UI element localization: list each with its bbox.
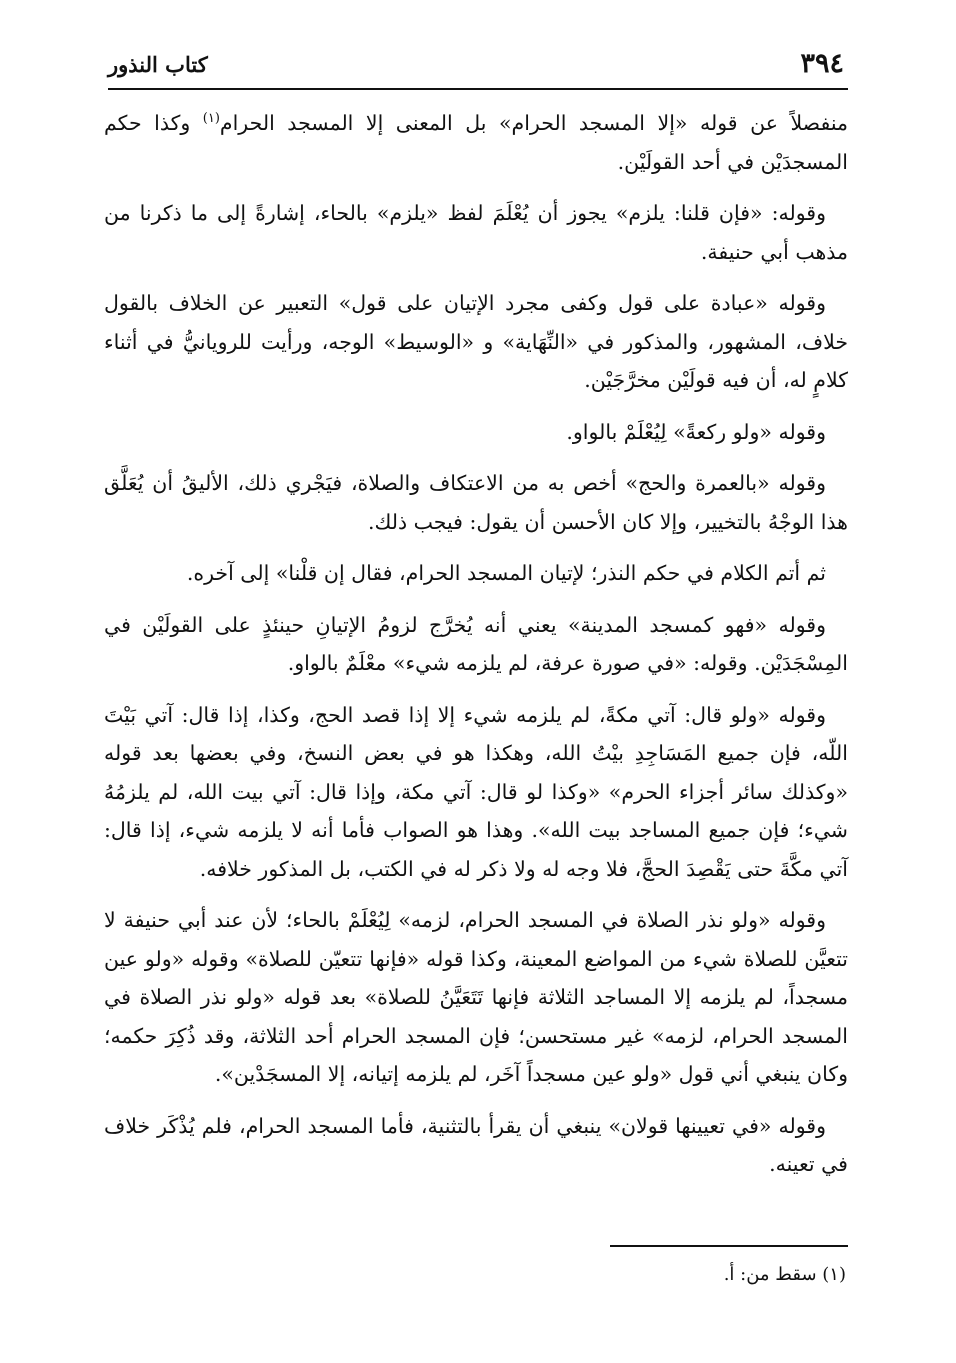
- paragraph-4: وقوله «ولو ركعةً» لِيُعْلَمْ بالواو.: [566, 419, 826, 444]
- footnote: (١) سقط من: أ.: [723, 1264, 846, 1285]
- paragraph-3: وقوله «عبادة على قول وكفى مجرد الإتيان على قول» التعبير عن الخلاف بالقول خلاف، المشهور، والمذكور في «النِّهَاية» و «الوسيط» الوجه، ورأيت للرويانيُّ في أثناء كلامٍ له، أن فيه قولَيْن مخرَّجَيْن.: [104, 291, 848, 392]
- footnote-reference: (١): [202, 111, 220, 127]
- paragraph-1-text-b: وكذا حكم المسجدَيْن في أحد القولَيْن.: [104, 111, 848, 174]
- paragraph-1: [104, 104, 848, 181]
- paragraph-7: وقوله «فهو كمسجد المدينة» يعني أنه يُخرَّج لزومُ الإتيانِ حينئذٍ على القولَيْن في المِسْجَدَيْن. وقوله: «في صورة عرفة، لم يلزمه شيء» معْلَمٌ بالواو.: [104, 612, 848, 675]
- paragraph-10: وقوله «في تعيينها قولان» ينبغي أن يقرأ بالتثنية، فأما المسجد الحرام، فلم يُذْكَر خلاف في تعينه.: [104, 1113, 848, 1176]
- paragraph-6: ثم أتم الكلام في حكم النذر؛ لإتيان المسجد الحرام، فقال إن قلْنا» إلى آخره.: [186, 561, 826, 585]
- book-title: كتاب النذور: [108, 52, 208, 77]
- paragraph-9: وقوله «ولو نذر الصلاة في المسجد الحرام، لزمه» لِيُعْلَمْ بالحاء؛ لأن عند أبي حنيفة لا تتعيَّن للصلاة شيء من المواضع المعينة، وكذا قوله «فإنها تتعيّن للصلاة» وقوله «ولو عين مسجداً، لم يلزمه إلا المساجد الثلاثة فإنها تَتَعَيَّنُ للصلاة» بعد قوله «ولو نذر الصلاة في المسجد الحرام، لزمه» غير مستحسن؛ فإن المسجد الحرام أحد الثلاثة، وقد ذُكِرَ حكمه؛ وكان ينبغي أني قول «ولو عين مسجداً آخَر، لم يلزمه إتيانه، إلا المسجَدْين».: [104, 908, 848, 1086]
- paragraph-2: وقوله: «فإن قلنا: يلزم» يجوز أن يُعْلَمَ لفظ «يلزم» بالحاء، إشارةً إلى ما ذكرنا من مذهب أبي حنيفة.: [104, 201, 848, 264]
- paragraph-8: وقوله «ولو قال: آتي مكةً، لم يلزمه شيء إلا إذا قصد الحج، وكذا، إذا قال: آتي بَيْتَ اللّه، فإن جميع المَسَاجِدِ بيْتُ الله، وهكذا هو في بعض النسخ، وفي بعضها بعد قوله «وكذلك سائر أجزاء الحرم» «وكذا لو قال: آتي مكة، وإذا قال: آتي بيت الله، لم يلزمُهُ شيء؛ فإن جميع المساجد بيت الله». وهذا هو الصواب فأما أنه لا يلزمه شيء، إذا قال: آتي مكَّةَ حتى يَقْصِدَ الحجَّ، فلا وجه له ولا ذكر له في الكتب، بل المذكور خلافه.: [104, 702, 848, 881]
- paragraph-1-text-a: منفصلاً عن قوله «إلا المسجد الحرام» بل المعنى إلا المسجد الحرام: [219, 111, 848, 135]
- paragraph-5: وقوله «بالعمرة والحج» أخص به من الاعتكاف والصلاة، فيَجْري ذلك، الأليقُ أن يُعَلَّق هذا الوجْهُ بالتخيير، وإلا كان الأحسن أن يقول: فيجب ذلك.: [104, 471, 848, 534]
- page-number: ٣٩٤: [800, 48, 844, 79]
- page-header: [108, 46, 848, 90]
- footnote-divider: [610, 1245, 848, 1247]
- main-text: [104, 104, 848, 1197]
